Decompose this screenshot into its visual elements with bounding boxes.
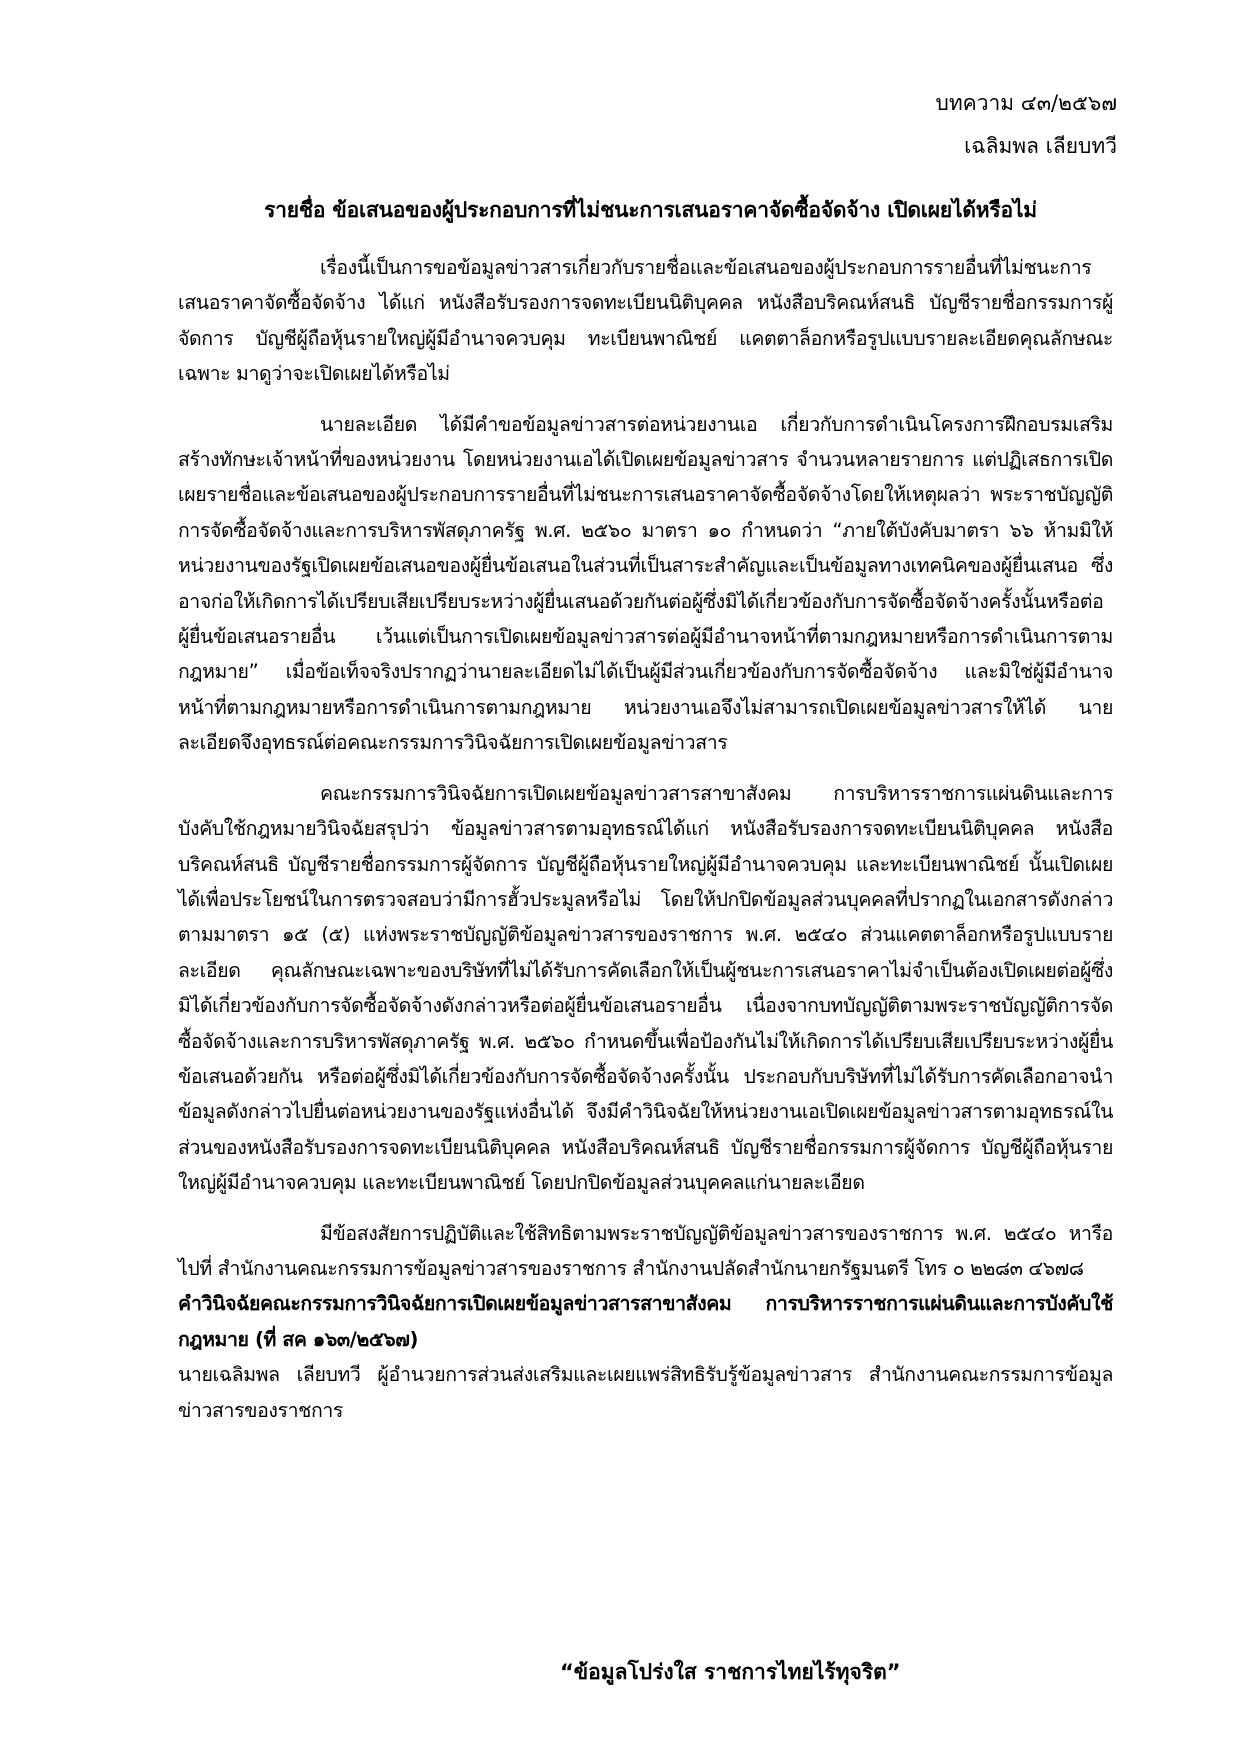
author-name: เฉลิมพล เลียบทวี bbox=[964, 134, 1117, 158]
article-body bbox=[178, 250, 1113, 1428]
article-number: บทความ ๔๓/๒๕๖๗ bbox=[935, 91, 1117, 115]
slogan: “ข้อมูลโปร่งใส ราชการไทยไร้ทุจริต” bbox=[560, 1660, 901, 1684]
paragraph-intro: เรื่องนี้เป็นการขอข้อมูลข่าวสารเกี่ยวกับรายชื่อและข้อเสนอของผู้ประกอบการรายอื่นที่ไม่ชนะการเสนอราคาจัดซื้อจัดจ้าง ได้แก่ หนังสือรับรองการจดทะเบียนนิติบุคคล หนังสือบริคณห์สนธิ บัญชีรายชื่อกรรมการผู้จัดการ บัญชีผู้ถือหุ้นรายใหญ่ผู้มีอำนาจควบคุม ทะเบียนพาณิชย์ แคตตาล็อกหรือรูปแบบรายละเอียดคุณลักษณะเฉพาะ มาดูว่าจะเปิดเผยได้หรือไม่ bbox=[178, 256, 1113, 386]
header-meta bbox=[935, 82, 1117, 168]
ruling-reference: คำวินิจฉัยคณะกรรมการวินิจฉัยการเปิดเผยข้อมูลข่าวสารสาขาสังคม การบริหารราชการแผ่นดินและการบังคับใช้กฎหมาย (ที่ สค ๑๖๓/๒๕๖๗) bbox=[178, 1292, 1113, 1351]
contact-paragraph: มีข้อสงสัยการปฏิบัติและใช้สิทธิตามพระราชบัญญัติข้อมูลข่าวสารของราชการ พ.ศ. ๒๕๔๐ หารือไปที่ สำนักงานคณะกรรมการข้อมูลข่าวสารของราชการ สำนักงานปลัดสำนักนายกรัฐมนตรี โทร ๐ ๒๒๘๓ ๔๖๗๘ bbox=[178, 1221, 1113, 1280]
author-credit: นายเฉลิมพล เลียบทวี ผู้อำนวยการส่วนส่งเสริมและเผยแพร่สิทธิรับรู้ข้อมูลข่าวสาร สำนักงานคณะกรรมการข้อมูลข่าวสารของราชการ bbox=[178, 1363, 1113, 1422]
paragraph-facts: นายละเอียด ได้มีคำขอข้อมูลข่าวสารต่อหน่วยงานเอ เกี่ยวกับการดำเนินโครงการฝึกอบรมเสริมสร้างทักษะเจ้าหน้าที่ของหน่วยงาน โดยหน่วยงานเอได้เปิดเผยข้อมูลข่าวสาร จำนวนหลายรายการ แต่ปฏิเสธการเปิดเผยรายชื่อและข้อเสนอของผู้ประกอบการรายอื่นที่ไม่ชนะการเสนอราคาจัดซื้อจัดจ้างโดยให้เหตุผลว่า พระราชบัญญัติการจัดซื้อจัดจ้างและการบริหารพัสดุภาครัฐ พ.ศ. ๒๕๖๐ มาตรา ๑๐ กำหนดว่า “ภายใต้บังคับมาตรา ๖๖ ห้ามมิให้หน่วยงานของรัฐเปิดเผยข้อเสนอของผู้ยื่นข้อเสนอในส่วนที่เป็นสาระสำคัญและเป็นข้อมูลทางเทคนิคของผู้ยื่นเสนอ ซึ่งอาจก่อให้เกิดการได้เปรียบเสียเปรียบระหว่างผู้ยื่นเสนอด้วยกันต่อผู้ซึ่งมิได้เกี่ยวข้องกับการจัดซื้อจัดจ้างครั้งนั้นหรือต่อผู้ยื่นข้อเสนอรายอื่น เว้นแต่เป็นการเปิดเผยข้อมูลข่าวสารต่อผู้มีอำนาจหน้าที่ตามกฎหมายหรือการดำเนินการตามกฎหมาย” เมื่อข้อเท็จจริงปรากฏว่านายละเอียดไม่ได้เป็นผู้มีส่วนเกี่ยวข้องกับการจัดซื้อจัดจ้าง และมิใช่ผู้มีอำนาจหน้าที่ตามกฎหมายหรือการดำเนินการตามกฎหมาย หน่วยงานเอจึงไม่สามารถเปิดเผยข้อมูลข่าวสารให้ได้ นายละเอียดจึงอุทธรณ์ต่อคณะกรรมการวินิจฉัยการเปิดเผยข้อมูลข่าวสาร bbox=[178, 412, 1113, 755]
article-title: รายชื่อ ข้อเสนอของผู้ประกอบการที่ไม่ชนะการเสนอราคาจัดซื้อจัดจ้าง เปิดเผยได้หรือไม่ bbox=[264, 198, 1037, 222]
paragraph-ruling: คณะกรรมการวินิจฉัยการเปิดเผยข้อมูลข่าวสารสาขาสังคม การบริหารราชการแผ่นดินและการบังคับใช้กฎหมายวินิจฉัยสรุปว่า ข้อมูลข่าวสารตามอุทธรณ์ได้แก่ หนังสือรับรองการจดทะเบียนนิติบุคคล หนังสือบริคณห์สนธิ บัญชีรายชื่อกรรมการผู้จัดการ บัญชีผู้ถือหุ้นรายใหญ่ผู้มีอำนาจควบคุม และทะเบียนพาณิชย์ นั้นเปิดเผยได้เพื่อประโยชน์ในการตรวจสอบว่ามีการฮั้วประมูลหรือไม่ โดยให้ปกปิดข้อมูลส่วนบุคคลที่ปรากฏในเอกสารดังกล่าวตามมาตรา ๑๕ (๕) แห่งพระราชบัญญัติข้อมูลข่าวสารของราชการ พ.ศ. ๒๕๔๐ ส่วนแคตตาล็อกหรือรูปแบบรายละเอียด คุณลักษณะเฉพาะของบริษัทที่ไม่ได้รับการคัดเลือกให้เป็นผู้ชนะการเสนอราคาไม่จำเป็นต้องเปิดเผยต่อผู้ซึ่งมิได้เกี่ยวข้องกับการจัดซื้อจัดจ้างดังกล่าวหรือต่อผู้ยื่นข้อเสนอรายอื่น เนื่องจากบทบัญญัติตามพระราชบัญญัติการจัดซื้อจัดจ้างและการบริหารพัสดุภาครัฐ พ.ศ. ๒๕๖๐ กำหนดขึ้นเพื่อป้องกันไม่ให้เกิดการได้เปรียบเสียเปรียบระหว่างผู้ยื่นข้อเสนอด้วยกัน หรือต่อผู้ซึ่งมิได้เกี่ยวข้องกับการจัดซื้อจัดจ้างครั้งนั้น ประกอบกับบริษัทที่ไม่ได้รับการคัดเลือกอาจนำข้อมูลดังกล่าวไปยื่นต่อหน่วยงานของรัฐแห่งอื่นได้ จึงมีคำวินิจฉัยให้หน่วยงานเอเปิดเผยข้อมูลข่าวสารตามอุทธรณ์ในส่วนของหนังสือรับรองการจดทะเบียนนิติบุคคล หนังสือบริคณห์สนธิ บัญชีรายชื่อกรรมการผู้จัดการ บัญชีผู้ถือหุ้นรายใหญ่ผู้มีอำนาจควบคุม และทะเบียนพาณิชย์ โดยปกปิดข้อมูลส่วนบุคคลแก่นายละเอียด bbox=[178, 781, 1113, 1195]
